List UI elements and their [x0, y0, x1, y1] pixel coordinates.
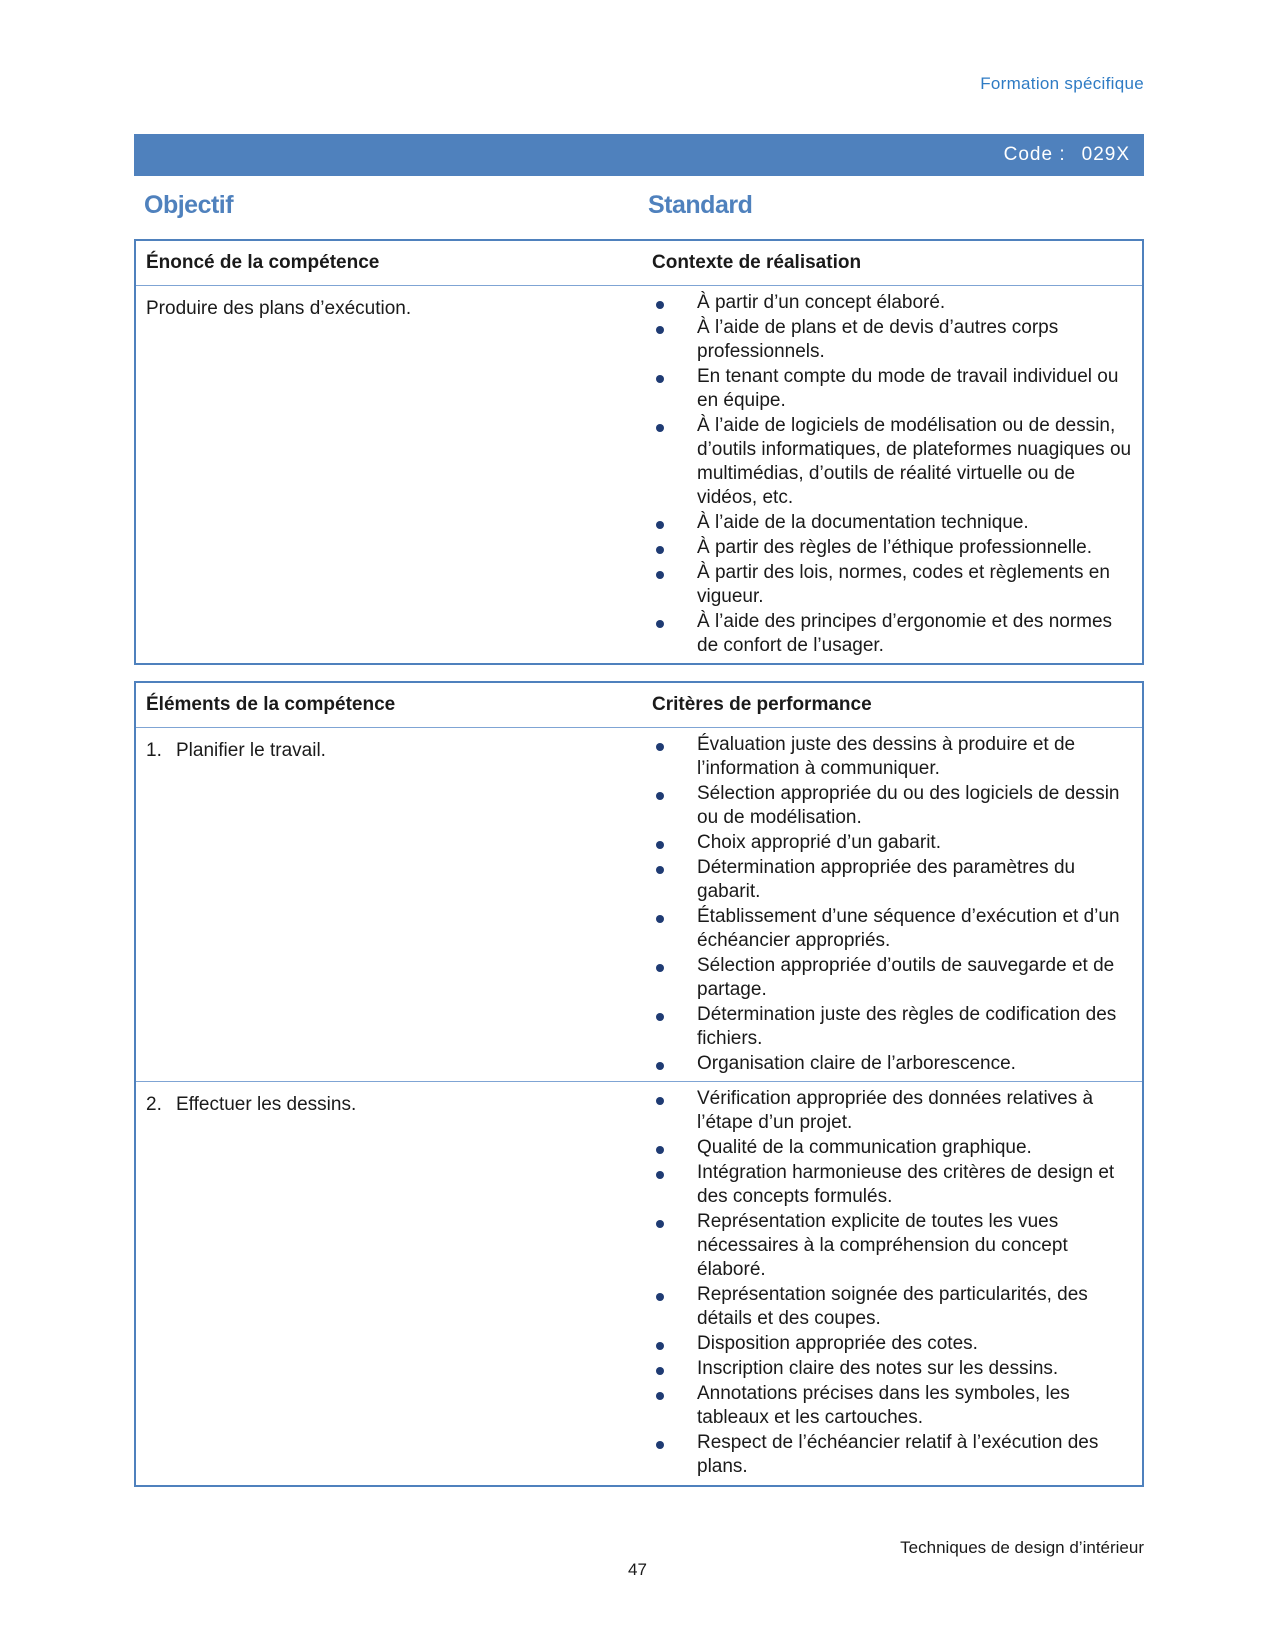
statement-header: Énoncé de la compétence — [146, 252, 380, 273]
list-item: Choix approprié d’un gabarit. — [652, 831, 1134, 855]
element-number: 1. — [146, 740, 162, 761]
list-item: Annotations précises dans les symboles, les tableaux et les cartouches. — [652, 1382, 1134, 1430]
list-item: Établissement d’une séquence d’exécution et d’un échéancier appropriés. — [652, 905, 1134, 953]
table-row — [136, 1082, 1142, 1484]
list-item: Détermination juste des règles de codification des fichiers. — [652, 1003, 1134, 1051]
list-item: Intégration harmonieuse des critères de design et des concepts formulés. — [652, 1161, 1134, 1209]
list-item: Organisation claire de l’arborescence. — [652, 1052, 1134, 1076]
list-item: À partir des règles de l’éthique professionnelle. — [652, 536, 1134, 560]
bullet-icon — [656, 301, 664, 309]
code-bar — [134, 134, 1144, 176]
list-item: À l’aide des principes d’ergonomie et des normes de confort de l’usager. — [652, 610, 1134, 658]
competency-statement: Produire des plans d’exécution. — [146, 298, 412, 319]
list-item: Sélection appropriée d’outils de sauvegarde et de partage. — [652, 954, 1134, 1002]
bullet-icon — [656, 1097, 664, 1105]
element-cell — [136, 1082, 640, 1484]
list-item: Vérification appropriée des données relatives à l’étape d’un projet. — [652, 1087, 1134, 1135]
criteria-list-cell — [640, 1082, 1142, 1484]
list-item: Disposition appropriée des cotes. — [652, 1332, 1134, 1356]
page-number: 47 — [628, 1560, 647, 1579]
competency-table — [134, 239, 1144, 665]
standard-heading: Standard — [648, 191, 753, 219]
section-tag: Formation spécifique — [980, 74, 1144, 93]
list-item: Sélection appropriée du ou des logiciels de dessin ou de modélisation. — [652, 782, 1134, 830]
bullet-icon — [656, 620, 664, 628]
list-item: Respect de l’échéancier relatif à l’exécution des plans. — [652, 1431, 1134, 1479]
element-label: Planifier le travail. — [176, 740, 326, 761]
bullet-icon — [656, 375, 664, 383]
table-row — [136, 728, 1142, 1082]
context-list — [652, 291, 1134, 658]
list-item: Représentation soignée des particularités, des détails et des coupes. — [652, 1283, 1134, 1331]
bullet-icon — [656, 1146, 664, 1154]
elements-header: Éléments de la compétence — [146, 694, 396, 715]
bullet-icon — [656, 964, 664, 972]
bullet-icon — [656, 1171, 664, 1179]
bullet-icon — [656, 1367, 664, 1375]
bullet-icon — [656, 546, 664, 554]
list-item: À l’aide de logiciels de modélisation ou de dessin, d’outils informatiques, de plateformes nuagiques ou multimédias, d’outils de réalité virtuelle ou de vidéos, etc. — [652, 414, 1134, 510]
footer-title: Techniques de design d’intérieur — [900, 1538, 1144, 1557]
context-list-cell — [640, 286, 1142, 663]
element-cell — [136, 728, 640, 1081]
bullet-icon — [656, 1392, 664, 1400]
bullet-icon — [656, 1013, 664, 1021]
list-item: Détermination appropriée des paramètres du gabarit. — [652, 856, 1134, 904]
bullet-icon — [656, 521, 664, 529]
code-value: 029X — [1081, 144, 1130, 165]
list-item: Qualité de la communication graphique. — [652, 1136, 1134, 1160]
list-item: À l’aide de la documentation technique. — [652, 511, 1134, 535]
list-item: À partir des lois, normes, codes et règlements en vigueur. — [652, 561, 1134, 609]
bullet-icon — [656, 866, 664, 874]
table-header-row — [136, 683, 1142, 728]
table-row — [136, 286, 1142, 663]
bullet-icon — [656, 1062, 664, 1070]
bullet-icon — [656, 424, 664, 432]
list-item: Évaluation juste des dessins à produire et de l’information à communiquer. — [652, 733, 1134, 781]
bullet-icon — [656, 1293, 664, 1301]
criteria-list-cell — [640, 728, 1142, 1081]
bullet-icon — [656, 841, 664, 849]
list-item: À partir d’un concept élaboré. — [652, 291, 1134, 315]
bullet-icon — [656, 743, 664, 751]
elements-table — [134, 681, 1144, 1487]
objective-heading: Objectif — [144, 191, 234, 219]
bullet-icon — [656, 915, 664, 923]
element-label: Effectuer les dessins. — [176, 1094, 357, 1115]
bullet-icon — [656, 1220, 664, 1228]
criteria-list — [652, 1087, 1134, 1479]
bullet-icon — [656, 326, 664, 334]
list-item: En tenant compte du mode de travail individuel ou en équipe. — [652, 365, 1134, 413]
list-item: Inscription claire des notes sur les dessins. — [652, 1357, 1134, 1381]
code-label: Code : — [1003, 144, 1066, 165]
list-item: Représentation explicite de toutes les vues nécessaires à la compréhension du concept élaboré. — [652, 1210, 1134, 1282]
list-item: À l’aide de plans et de devis d’autres corps professionnels. — [652, 316, 1134, 364]
element-number: 2. — [146, 1094, 162, 1115]
bullet-icon — [656, 571, 664, 579]
context-header: Contexte de réalisation — [652, 252, 862, 273]
bullet-icon — [656, 792, 664, 800]
criteria-list — [652, 733, 1134, 1076]
criteria-header: Critères de performance — [652, 694, 872, 715]
bullet-icon — [656, 1441, 664, 1449]
table-header-row — [136, 241, 1142, 286]
bullet-icon — [656, 1342, 664, 1350]
